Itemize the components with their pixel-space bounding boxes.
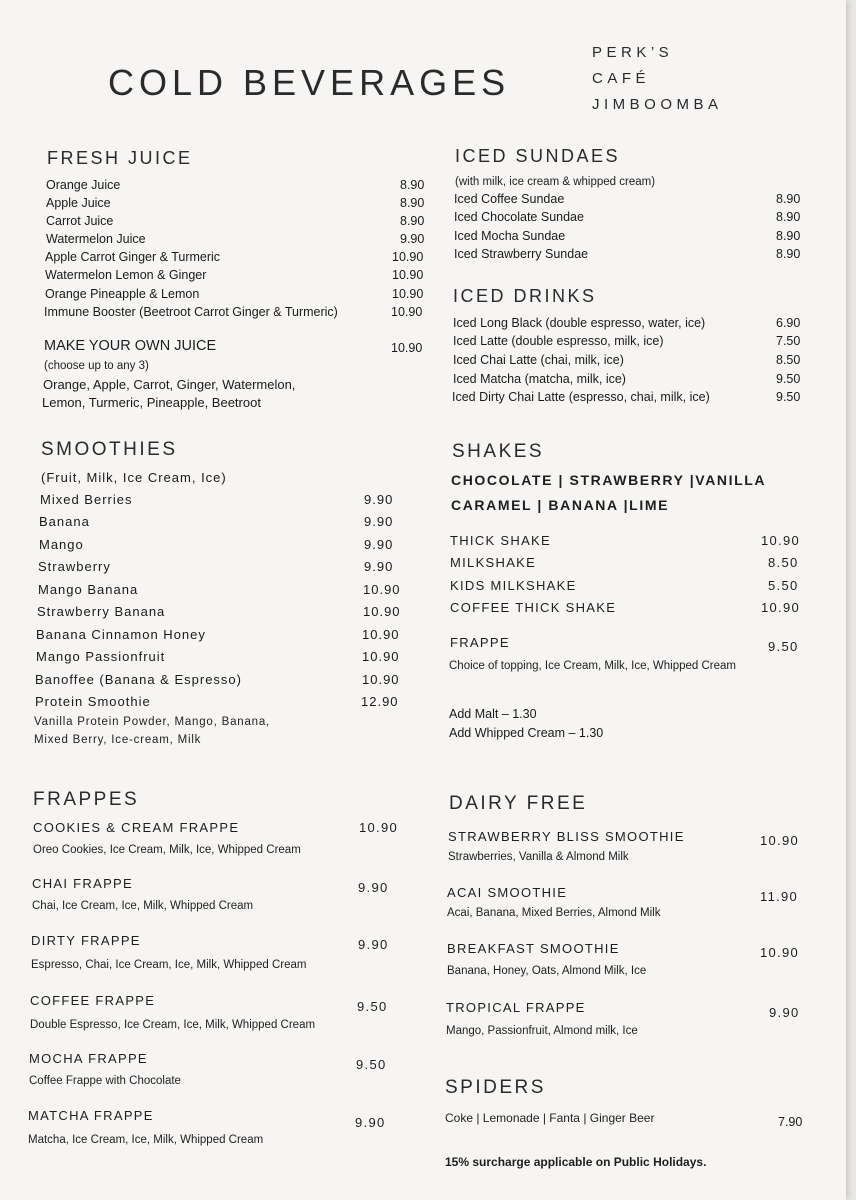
item-price: 6.90: [776, 316, 801, 330]
fresh-juice-heading: FRESH JUICE: [47, 148, 193, 168]
item-name: Watermelon Juice: [46, 232, 146, 246]
item-name: THICK SHAKE: [450, 533, 551, 548]
item-name: Protein Smoothie: [35, 694, 151, 709]
item-name: Iced Dirty Chai Latte (espresso, chai, milk, ice): [452, 390, 710, 404]
myo-options: Orange, Apple, Carrot, Ginger, Watermelon,: [43, 377, 296, 392]
frappes-heading: FRAPPES: [33, 789, 140, 810]
item-price: 9.50: [357, 999, 388, 1014]
item-name: Banana: [39, 514, 90, 529]
item-desc: Chai, Ice Cream, Ice, Milk, Whipped Cream: [32, 900, 254, 912]
cafe-brand: [592, 40, 723, 118]
item-price: 9.90: [769, 1005, 800, 1020]
item-price: 9.90: [364, 537, 394, 552]
item-name: Strawberry: [38, 559, 111, 574]
item-desc: Espresso, Chai, Ice Cream, Ice, Milk, Whipped Cream: [31, 959, 307, 971]
shake-flavours: CARAMEL | BANANA |LIME: [451, 497, 670, 513]
item-price: 5.50: [768, 578, 799, 593]
item-price: 11.90: [760, 889, 799, 904]
smoothies-heading: SMOOTHIES: [41, 439, 178, 460]
item-price: 10.90: [761, 533, 801, 548]
item-price: 10.90: [362, 627, 400, 642]
item-price: 9.50: [768, 639, 799, 654]
smoothies-note: (Fruit, Milk, Ice Cream, Ice): [41, 470, 227, 485]
item-price: 9.90: [364, 492, 394, 507]
item-price: 10.90: [392, 287, 424, 301]
item-name: Apple Carrot Ginger & Turmeric: [45, 250, 221, 264]
item-name: DIRTY FRAPPE: [31, 933, 141, 948]
item-price: 9.90: [364, 514, 394, 529]
item-name: CHAI FRAPPE: [32, 876, 133, 891]
item-name: ACAI SMOOTHIE: [447, 885, 568, 900]
item-price: 10.90: [392, 268, 424, 282]
myo-options: Lemon, Turmeric, Pineapple, Beetroot: [42, 395, 261, 410]
item-name: COFFEE FRAPPE: [30, 993, 156, 1008]
item-name: Orange Pineapple & Lemon: [45, 287, 200, 301]
item-desc: Banana, Honey, Oats, Almond Milk, Ice: [447, 965, 647, 977]
item-price: 8.90: [776, 229, 801, 243]
item-price: 10.90: [363, 604, 401, 619]
item-name: STRAWBERRY BLISS SMOOTHIE: [448, 829, 685, 844]
item-price: 9.90: [358, 937, 389, 952]
shake-flavours: CHOCOLATE | STRAWBERRY |VANILLA: [451, 472, 767, 488]
item-name: Banana Cinnamon Honey: [36, 627, 206, 642]
item-name: Mango: [39, 537, 84, 552]
item-price: 10.90: [363, 582, 401, 597]
item-name: Strawberry Banana: [37, 604, 166, 619]
item-price: 12.90: [361, 694, 399, 709]
frappe-desc: Choice of topping, Ice Cream, Milk, Ice, Whipped Cream: [449, 660, 736, 672]
item-price: 10.90: [760, 945, 800, 960]
item-price: 9.50: [776, 390, 801, 404]
item-name: Apple Juice: [46, 196, 111, 210]
item-price: 8.90: [400, 214, 425, 228]
item-name: FRAPPE: [450, 635, 510, 650]
myo-note: (choose up to any 3): [44, 360, 149, 372]
item-desc: Coffee Frappe with Chocolate: [29, 1075, 181, 1087]
item-name: Banoffee (Banana & Espresso): [35, 672, 242, 687]
item-price: 8.90: [776, 210, 801, 224]
item-price: 8.90: [776, 192, 801, 206]
item-price: 8.90: [776, 247, 801, 261]
iced-drinks-heading: ICED DRINKS: [453, 286, 597, 306]
item-price: 10.90: [391, 341, 423, 355]
item-desc: Matcha, Ice Cream, Ice, Milk, Whipped Cream: [28, 1134, 264, 1146]
item-name: MATCHA FRAPPE: [28, 1108, 154, 1123]
item-price: 10.90: [362, 672, 400, 687]
item-desc: Acai, Banana, Mixed Berries, Almond Milk: [447, 907, 661, 919]
protein-desc: Mixed Berry, Ice-cream, Milk: [34, 734, 202, 746]
item-name: Mango Passionfruit: [36, 649, 166, 664]
item-price: 9.50: [776, 372, 801, 386]
item-name: Iced Mocha Sundae: [454, 229, 566, 243]
shakes-heading: SHAKES: [452, 441, 545, 462]
surcharge-note: 15% surcharge applicable on Public Holidays.: [445, 1155, 707, 1169]
item-price: 9.90: [364, 559, 394, 574]
item-name: Iced Latte (double espresso, milk, ice): [453, 334, 664, 348]
item-price: 9.90: [355, 1115, 386, 1130]
item-price: 9.90: [358, 880, 389, 895]
item-desc: Oreo Cookies, Ice Cream, Milk, Ice, Whipped Cream: [33, 844, 301, 856]
item-name: Iced Long Black (double espresso, water, ice): [453, 316, 706, 330]
item-name: Iced Coffee Sundae: [454, 192, 565, 206]
item-name: BREAKFAST SMOOTHIE: [447, 941, 620, 956]
item-price: 10.90: [761, 600, 801, 615]
iced-sundaes-heading: ICED SUNDAES: [455, 146, 621, 166]
item-name: Immune Booster (Beetroot Carrot Ginger & Turmeric): [44, 305, 338, 319]
item-name: Iced Chai Latte (chai, milk, ice): [453, 353, 624, 367]
item-desc: Mango, Passionfruit, Almond milk, Ice: [446, 1025, 638, 1037]
item-price: 7.90: [778, 1115, 803, 1129]
iced-sundaes-note: (with milk, ice cream & whipped cream): [455, 176, 656, 188]
item-name: KIDS MILKSHAKE: [450, 578, 577, 593]
item-name: COOKIES & CREAM FRAPPE: [33, 820, 240, 835]
brand-line: JIMBOOMBA: [592, 96, 723, 113]
item-price: 10.90: [391, 305, 423, 319]
item-name: Orange Juice: [46, 178, 121, 192]
brand-line: CAFÉ: [592, 70, 651, 87]
item-price: 10.90: [359, 820, 399, 835]
item-desc: Strawberries, Vanilla & Almond Milk: [448, 851, 629, 863]
item-name: TROPICAL FRAPPE: [446, 1000, 586, 1015]
item-price: 9.90: [400, 232, 425, 246]
brand-line: PERK’S: [592, 44, 674, 61]
item-price: 8.50: [768, 555, 799, 570]
dairy-free-heading: DAIRY FREE: [449, 793, 588, 814]
item-name: MILKSHAKE: [450, 555, 537, 570]
item-price: 8.90: [400, 178, 425, 192]
page-title: COLD BEVERAGES: [108, 62, 511, 103]
item-name: Carrot Juice: [46, 214, 114, 228]
item-price: 7.50: [776, 334, 801, 348]
spiders-heading: SPIDERS: [445, 1077, 546, 1098]
protein-desc: Vanilla Protein Powder, Mango, Banana,: [34, 716, 271, 728]
item-price: 10.90: [392, 250, 424, 264]
item-name: MAKE YOUR OWN JUICE: [44, 338, 217, 354]
item-name: Mango Banana: [38, 582, 139, 597]
item-price: 9.50: [356, 1057, 387, 1072]
item-price: 10.90: [760, 833, 800, 848]
item-name: Iced Chocolate Sundae: [454, 210, 584, 224]
item-name: Mixed Berries: [40, 492, 133, 507]
item-name: Iced Matcha (matcha, milk, ice): [453, 372, 626, 386]
item-price: 8.90: [400, 196, 425, 210]
item-name: MOCHA FRAPPE: [29, 1051, 148, 1066]
addon-whipped-cream: Add Whipped Cream – 1.30: [449, 726, 604, 740]
item-name: Watermelon Lemon & Ginger: [45, 268, 207, 282]
item-price: 10.90: [362, 649, 400, 664]
spiders-options: Coke | Lemonade | Fanta | Ginger Beer: [445, 1111, 655, 1125]
item-name: COFFEE THICK SHAKE: [450, 600, 617, 615]
item-price: 8.50: [776, 353, 801, 367]
item-desc: Double Espresso, Ice Cream, Ice, Milk, Whipped Cream: [30, 1019, 316, 1031]
item-name: Iced Strawberry Sundae: [454, 247, 589, 261]
addon-malt: Add Malt – 1.30: [449, 707, 537, 721]
